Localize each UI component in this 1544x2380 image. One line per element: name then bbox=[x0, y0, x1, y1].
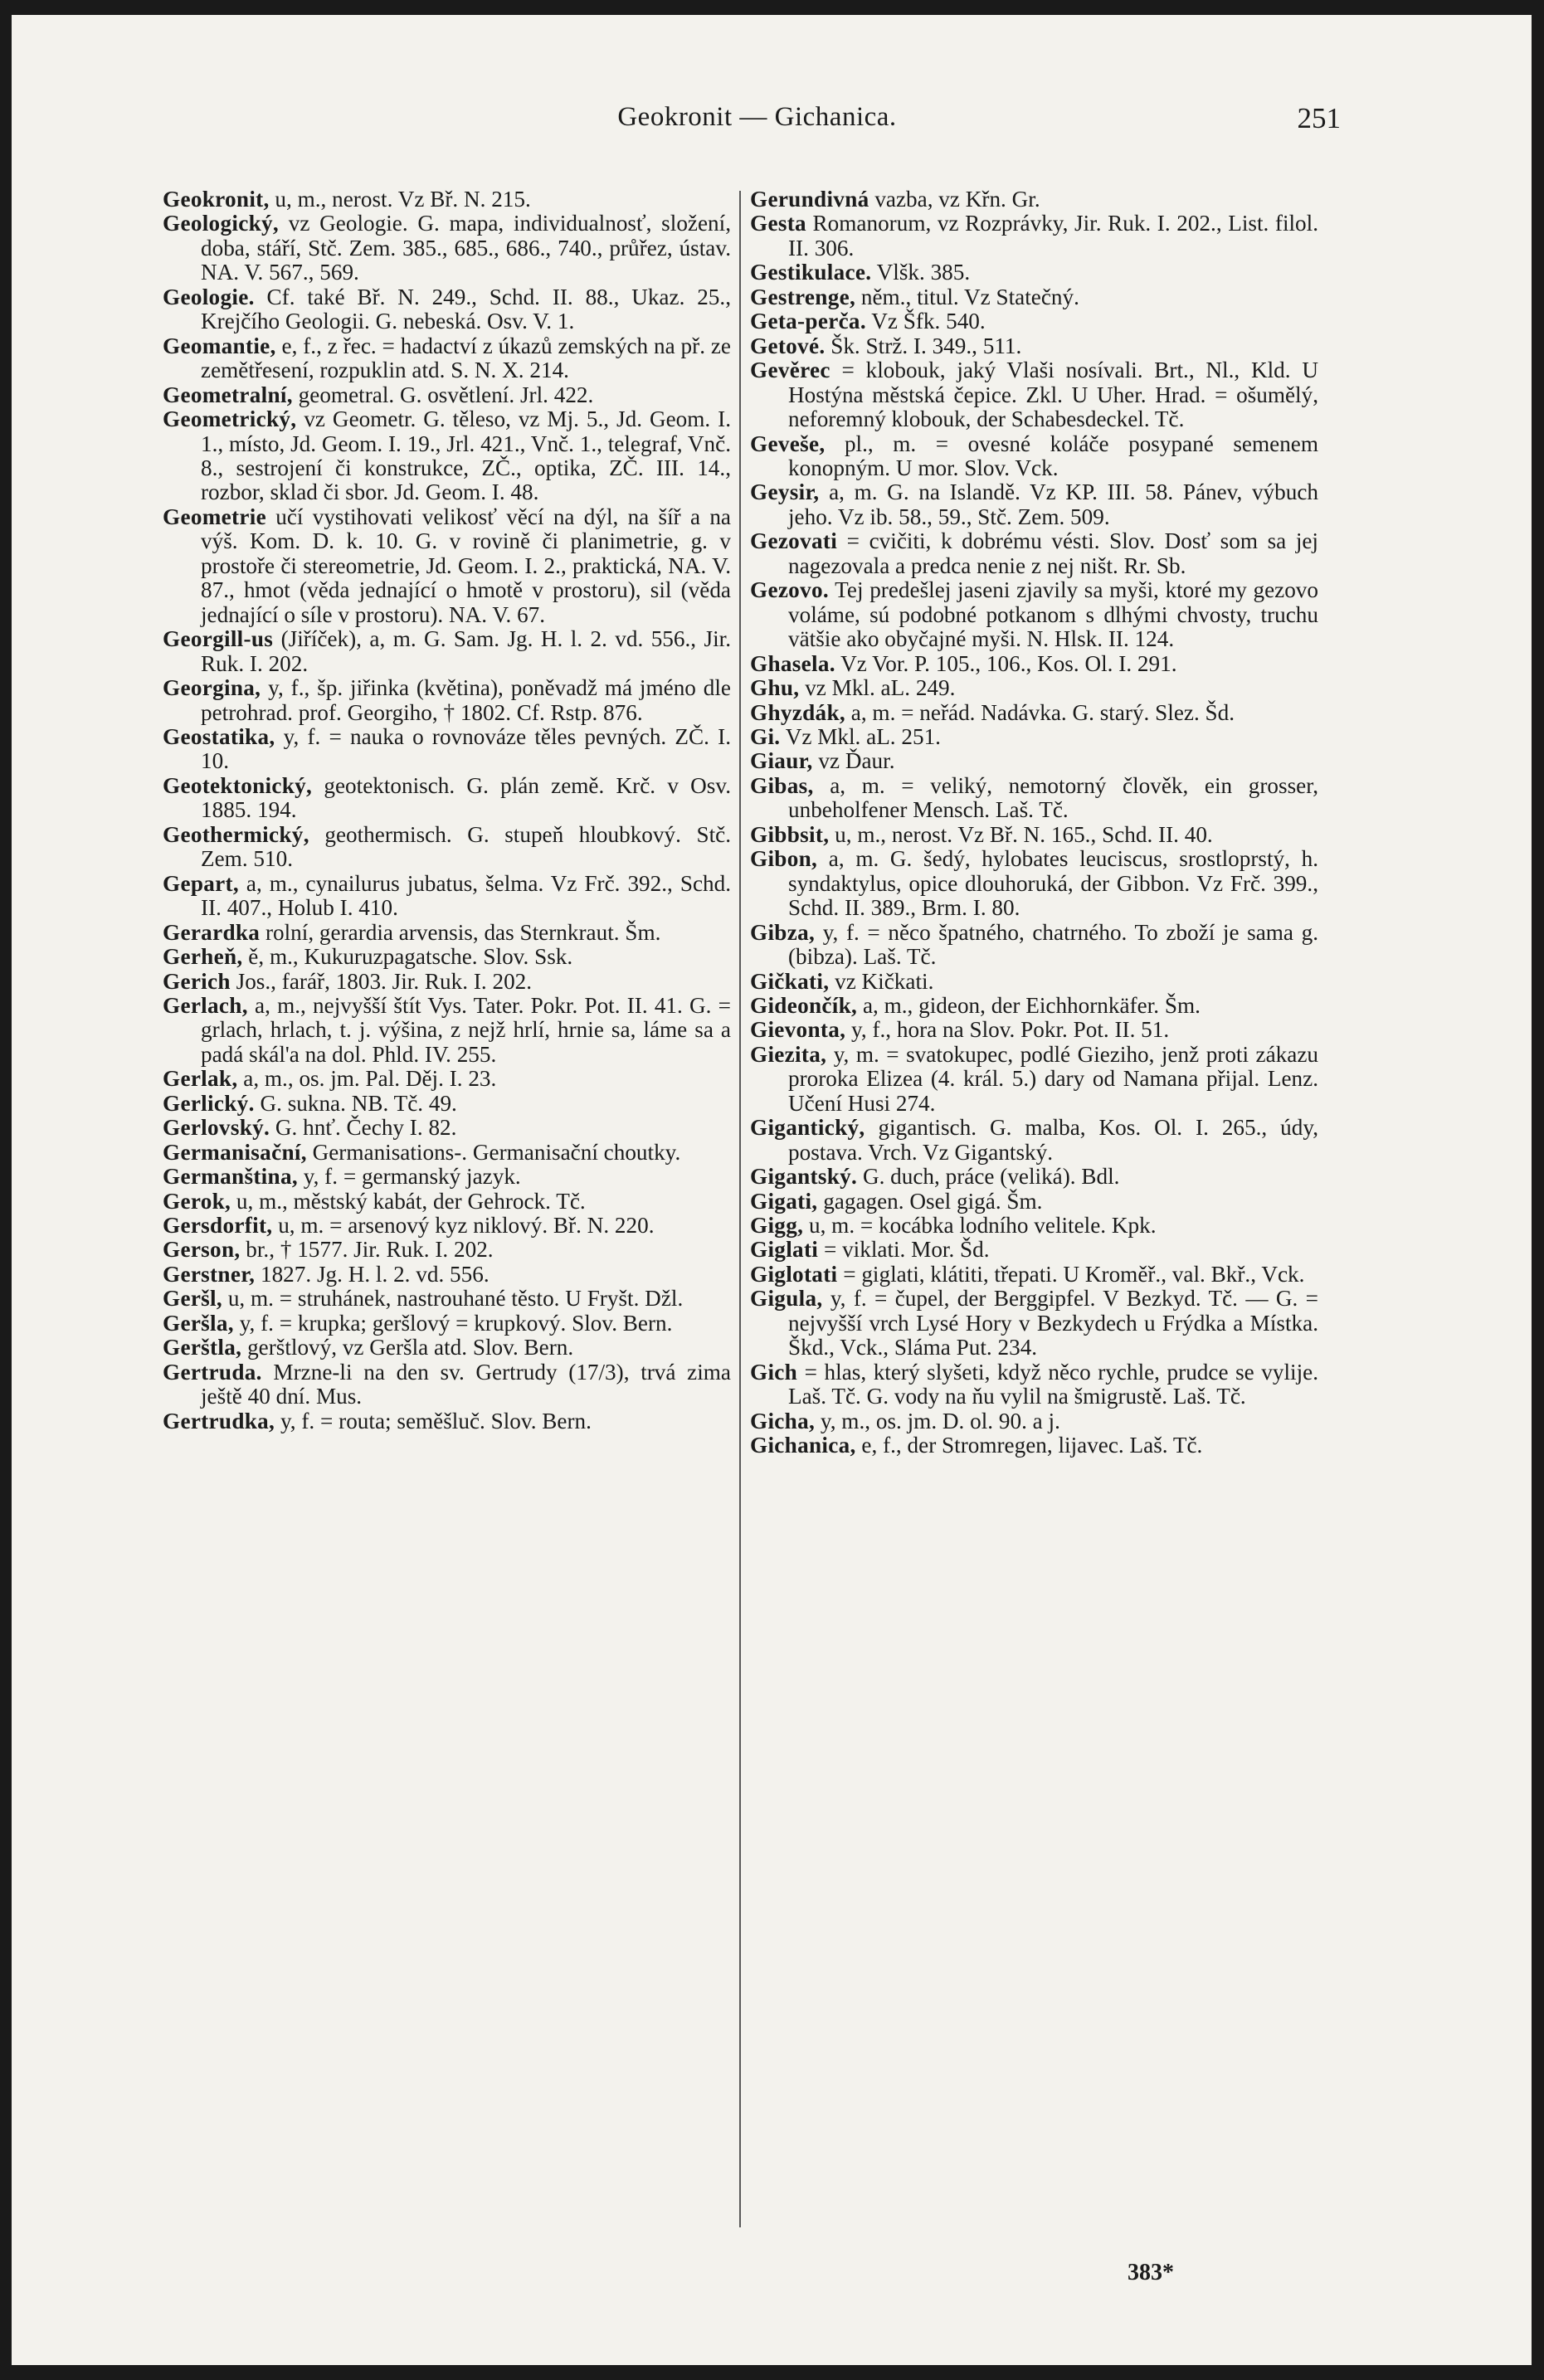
dictionary-entry bbox=[750, 1116, 1318, 1165]
entry-definition: y, f. = germanský jazyk. bbox=[297, 1164, 521, 1190]
entry-headword: Gich bbox=[750, 1359, 798, 1385]
entry-headword: Gezovo. bbox=[750, 577, 829, 603]
entry-headword: Gerlický. bbox=[163, 1090, 255, 1116]
entry-definition: Šk. Strž. I. 349., 511. bbox=[825, 333, 1022, 358]
dictionary-entry bbox=[750, 1165, 1318, 1189]
entry-definition: vz Ďaur. bbox=[812, 748, 895, 774]
entry-definition: a, m. = veliký, nemotorný člověk, ein grosser, unbeholfener Mensch. Laš. Tč. bbox=[788, 772, 1318, 823]
entry-definition: Jos., farář, 1803. Jir. Ruk. I. 202. bbox=[230, 968, 533, 994]
entry-headword: Gibbsit, bbox=[750, 821, 830, 847]
dictionary-entry bbox=[750, 1043, 1318, 1116]
entry-headword: Gigantický, bbox=[750, 1115, 865, 1141]
entry-definition: vz Kičkati. bbox=[829, 968, 934, 994]
entry-definition: y, m. = svatokupec, podlé Gieziho, jenž proti zákazu proroka Elizea (4. král. 5.) dary od Namana přijal. Lenz. Učení Husi 274. bbox=[788, 1041, 1318, 1116]
dictionary-entry bbox=[750, 652, 1318, 676]
dictionary-entry bbox=[163, 407, 731, 505]
entry-headword: Gevěrec bbox=[750, 358, 830, 383]
dictionary-entry bbox=[163, 774, 731, 823]
entry-definition: Romanorum, vz Rozprávky, Jir. Ruk. I. 202., List. filol. II. 306. bbox=[788, 211, 1318, 260]
entry-headword: Geysir, bbox=[750, 479, 820, 505]
dictionary-entry bbox=[750, 529, 1318, 578]
entry-definition: Germanisations-. Germanisační choutky. bbox=[306, 1139, 681, 1165]
entry-headword: Gerlak, bbox=[163, 1066, 238, 1092]
entry-headword: Gigantský. bbox=[750, 1164, 858, 1190]
entry-definition: a, m., nejvyšší štít Vys. Tater. Pokr. Pot. II. 41. G. = grlach, hrlach, t. j. výšina, z nejž hrlí, hrnie sa, láme sa a padá skál'a na dol. Phld. IV. 255. bbox=[201, 992, 731, 1067]
dictionary-entry bbox=[163, 1141, 731, 1165]
entry-headword: Gideončík, bbox=[750, 992, 858, 1018]
dictionary-entry bbox=[750, 847, 1318, 920]
entry-headword: Gepart, bbox=[163, 870, 239, 896]
dictionary-entry bbox=[163, 285, 731, 334]
entry-headword: Gigati, bbox=[750, 1188, 818, 1214]
entry-headword: Gerstner, bbox=[163, 1261, 256, 1287]
entry-definition: e, f., z řec. = hadactví z úkazů zemských na př. ze zemětřesení, rozpuklin atd. S. N. X. 214. bbox=[201, 333, 731, 383]
dictionary-entry bbox=[163, 383, 731, 407]
entry-headword: Gerheň, bbox=[163, 944, 243, 970]
entry-headword: Gibas, bbox=[750, 772, 814, 798]
entry-headword: Gezovati bbox=[750, 528, 838, 554]
dictionary-entry bbox=[750, 1287, 1318, 1360]
dictionary-entry bbox=[750, 1409, 1318, 1433]
dictionary-entry bbox=[163, 187, 731, 212]
entry-headword: Gerundivná bbox=[750, 187, 869, 212]
dictionary-entry bbox=[163, 945, 731, 969]
entry-definition: gigantisch. G. malba, Kos. Ol. I. 265., údy, postava. Vrch. Vz Gigantský. bbox=[788, 1115, 1318, 1165]
entry-headword: Gerardka bbox=[163, 919, 261, 945]
column-divider bbox=[739, 191, 741, 2227]
running-head bbox=[173, 102, 1341, 152]
dictionary-entry bbox=[163, 676, 731, 725]
dictionary-entry bbox=[163, 505, 731, 627]
entry-headword: Gievonta, bbox=[750, 1017, 846, 1043]
left-column bbox=[163, 187, 731, 1433]
dictionary-entry bbox=[750, 676, 1318, 700]
running-head-title: Geokronit — Gichanica. bbox=[617, 102, 897, 132]
entry-definition: rolní, gerardia arvensis, das Sternkraut. Šm. bbox=[260, 919, 661, 945]
entry-definition: y, f. = něco špatného, chatrného. To zboží je sama g. (bibza). Laš. Tč. bbox=[788, 919, 1318, 970]
entry-headword: Geokronit, bbox=[163, 187, 270, 212]
dictionary-entry bbox=[750, 1214, 1318, 1238]
entry-definition: y, f., šp. jiřinka (květina), poněvadž má jméno dle petrohrad. prof. Georgiho, † 1802. Cf. Rstp. 876. bbox=[201, 675, 731, 725]
entry-headword: Geomantie, bbox=[163, 333, 276, 358]
dictionary-entry bbox=[750, 309, 1318, 333]
dictionary-entry bbox=[163, 1263, 731, 1287]
entry-definition: y, f. = čupel, der Berggipfel. V Bezkyd. Tč. — G. = nejvyšší vrch Lysé Hory v Bezkydech u Frýdka a Místka. Škd., Vck., Sláma Put. 234. bbox=[788, 1286, 1318, 1360]
dictionary-entry bbox=[750, 432, 1318, 481]
entry-definition: u, m., městský kabát, der Gehrock. Tč. bbox=[231, 1188, 586, 1214]
entry-definition: a, m., cynailurus jubatus, šelma. Vz Frč. 392., Schd. II. 407., Holub I. 410. bbox=[201, 870, 731, 921]
entry-definition: učí vystihovati velikosť věcí na dýl, na šíř a na výš. Kom. D. k. 10. G. v rovině či planimetrie, g. v prostoře či stereometrie, Jd. Geom. I. 2., praktická, NA. V. 87., hmot (věda jednající o hmotě v prostoru), sil (věda jednající o síle v prostoru). NA. V. 67. bbox=[201, 504, 731, 627]
dictionary-entry bbox=[163, 1190, 731, 1214]
entry-headword: Gertruda. bbox=[163, 1359, 262, 1385]
entry-headword: Geometrie bbox=[163, 504, 266, 529]
entry-definition: u, m., nerost. Vz Bř. N. 165., Schd. II. 40. bbox=[829, 821, 1213, 847]
entry-headword: Geršla, bbox=[163, 1310, 234, 1336]
entry-headword: Gestrenge, bbox=[750, 284, 856, 309]
entry-headword: Germanština, bbox=[163, 1164, 298, 1190]
entry-headword: Gigg, bbox=[750, 1213, 804, 1239]
dictionary-entry bbox=[750, 285, 1318, 309]
dictionary-entry bbox=[750, 1238, 1318, 1262]
entry-headword: Gertrudka, bbox=[163, 1408, 275, 1433]
page-number: 251 bbox=[1297, 102, 1341, 134]
dictionary-entry bbox=[750, 187, 1318, 212]
dictionary-entry bbox=[750, 334, 1318, 358]
dictionary-entry bbox=[750, 578, 1318, 651]
dictionary-entry bbox=[163, 1312, 731, 1336]
entry-definition: gagagen. Osel gigá. Šm. bbox=[817, 1188, 1043, 1214]
entry-definition: G. sukna. NB. Tč. 49. bbox=[254, 1090, 457, 1116]
entry-definition: ě, m., Kukuruzpagatsche. Slov. Ssk. bbox=[242, 944, 573, 970]
entry-headword: Geveše, bbox=[750, 431, 826, 456]
dictionary-entry bbox=[750, 260, 1318, 285]
entry-definition: e, f., der Stromregen, lijavec. Laš. Tč. bbox=[855, 1433, 1203, 1458]
entry-definition: G. hnť. Čechy I. 82. bbox=[270, 1115, 457, 1141]
dictionary-entry bbox=[163, 1165, 731, 1189]
dictionary-page bbox=[12, 15, 1532, 2365]
entry-definition: = cvičiti, k dobrému vésti. Slov. Dosť som sa jej nagezovala a predca nenie z nej ništ. Rr. Sb. bbox=[788, 528, 1318, 578]
dictionary-entry bbox=[163, 994, 731, 1067]
dictionary-entry bbox=[163, 212, 731, 285]
entry-headword: Gičkati, bbox=[750, 968, 830, 994]
entry-headword: Gi. bbox=[750, 723, 781, 749]
entry-definition: a, m. = neřád. Nadávka. G. starý. Slez. Šd. bbox=[845, 699, 1235, 725]
entry-headword: Georgill-us bbox=[163, 626, 274, 652]
dictionary-entry bbox=[163, 921, 731, 945]
entry-definition: = klobouk, jaký Vlaši nosívali. Brt., Nl., Kld. U Hostýna městská čepice. Zkl. U Uher. Hrad. = ošumělý, neforemný klobouk, der Schabesdeckel. Tč. bbox=[788, 358, 1318, 432]
entry-definition: y, f. = krupka; geršlový = krupkový. Slov. Bern. bbox=[233, 1310, 673, 1336]
entry-headword: Gichanica, bbox=[750, 1433, 856, 1458]
dictionary-entry bbox=[163, 1092, 731, 1116]
dictionary-entry bbox=[163, 1214, 731, 1238]
entry-definition: geotektonisch. G. plán země. Krč. v Osv. 1885. 194. bbox=[201, 772, 731, 823]
entry-headword: Geothermický, bbox=[163, 821, 309, 847]
entry-headword: Ghu, bbox=[750, 675, 800, 701]
entry-headword: Geometrický, bbox=[163, 406, 297, 432]
entry-definition: a, m. G. šedý, hylobates leuciscus, srostloprstý, h. syndaktylus, opice dlouhoruká, der Gibbon. Vz Frč. 399., Schd. II. 389., Brm. I. 80. bbox=[788, 846, 1318, 921]
entry-headword: Gersdorfit, bbox=[163, 1213, 273, 1239]
entry-headword: Giaur, bbox=[750, 748, 813, 774]
entry-definition: Tej predešlej jaseni zjavily sa myši, ktoré my gezovo voláme, sú podobné potkanom s dlhými chvosty, truchu vätšie ako obyčajné myši. N. Hlsk. II. 124. bbox=[788, 577, 1318, 652]
dictionary-entry bbox=[750, 725, 1318, 749]
dictionary-entry bbox=[750, 1360, 1318, 1409]
entry-definition: vz Mkl. aL. 249. bbox=[799, 675, 956, 701]
dictionary-entry bbox=[163, 1409, 731, 1433]
entry-headword: Gerok, bbox=[163, 1188, 231, 1214]
dictionary-entry bbox=[750, 1018, 1318, 1042]
entry-definition: vz Geometr. G. těleso, vz Mj. 5., Jd. Geom. I. 1., místo, Jd. Geom. I. 19., Jrl. 421., Vnč. 1., telegraf, Vnč. 8., sestrojení či konstrukce, ZČ., optika, ZČ. III. 14., rozbor, sklad či sbor. Jd. Geom. I. 48. bbox=[201, 406, 731, 505]
entry-definition: = viklati. Mor. Šd. bbox=[818, 1237, 990, 1263]
entry-headword: Gerich bbox=[163, 968, 231, 994]
entry-definition: y, f. = routa; seměšluč. Slov. Bern. bbox=[275, 1408, 592, 1433]
entry-definition: Cf. také Bř. N. 249., Schd. II. 88., Ukaz. 25., Krejčího Geologii. G. nebeská. Osv. V. 1. bbox=[201, 284, 731, 334]
entry-definition: = giglati, klátiti, třepati. U Kroměř., val. Bkř., Vck. bbox=[837, 1261, 1305, 1287]
dictionary-entry bbox=[750, 774, 1318, 823]
dictionary-entry bbox=[163, 725, 731, 774]
entry-headword: Gerson, bbox=[163, 1237, 241, 1263]
entry-headword: Getové. bbox=[750, 333, 826, 358]
entry-headword: Gibon, bbox=[750, 846, 818, 872]
dictionary-entry bbox=[750, 1433, 1318, 1458]
entry-definition: u, m. = arsenový kyz niklový. Bř. N. 220. bbox=[272, 1213, 655, 1239]
dictionary-entry bbox=[163, 1336, 731, 1360]
entry-headword: Gigula, bbox=[750, 1286, 823, 1312]
entry-headword: Gesta bbox=[750, 211, 806, 236]
dictionary-entry bbox=[163, 1287, 731, 1311]
dictionary-entry bbox=[750, 921, 1318, 970]
dictionary-entry bbox=[750, 212, 1318, 260]
dictionary-entry bbox=[163, 823, 731, 872]
entry-headword: Geršl, bbox=[163, 1286, 223, 1312]
dictionary-entry bbox=[163, 1067, 731, 1091]
entry-definition: u, m., nerost. Vz Bř. N. 215. bbox=[269, 187, 531, 212]
entry-headword: Geostatika, bbox=[163, 723, 275, 749]
entry-definition: G. duch, práce (veliká). Bdl. bbox=[857, 1164, 1120, 1190]
entry-headword: Ghasela. bbox=[750, 650, 835, 676]
dictionary-entry bbox=[163, 1238, 731, 1262]
entry-definition: něm., titul. Vz Statečný. bbox=[855, 284, 1079, 309]
entry-definition: = hlas, který slyšeti, když něco rychle, prudce se vylije. Laš. Tč. G. vody na ňu vylil na šmigrustě. Laš. Tč. bbox=[788, 1359, 1318, 1409]
entry-headword: Geologický, bbox=[163, 211, 279, 236]
entry-definition: br., † 1577. Jir. Ruk. I. 202. bbox=[240, 1237, 494, 1263]
entry-definition: vz Geologie. G. mapa, individualnosť, složení, doba, stáří, Stč. Zem. 385., 685., 686., 740., průřez, ústav. NA. V. 567., 569. bbox=[201, 211, 731, 285]
dictionary-entry bbox=[750, 994, 1318, 1018]
entry-headword: Geta-perča. bbox=[750, 309, 866, 334]
entry-definition: u, m. = kocábka lodního velitele. Kpk. bbox=[803, 1213, 1157, 1239]
entry-definition: 1827. Jg. H. l. 2. vd. 556. bbox=[255, 1261, 490, 1287]
entry-definition: Vz Mkl. aL. 251. bbox=[780, 723, 941, 749]
entry-headword: Georgina, bbox=[163, 675, 261, 701]
entry-definition: geothermisch. G. stupeň hloubkový. Stč. Zem. 510. bbox=[201, 821, 731, 872]
dictionary-entry bbox=[750, 1263, 1318, 1287]
entry-headword: Geotektonický, bbox=[163, 772, 313, 798]
dictionary-entry bbox=[750, 823, 1318, 847]
entry-definition: gerštlový, vz Geršla atd. Slov. Bern. bbox=[241, 1335, 574, 1360]
dictionary-entry bbox=[163, 970, 731, 994]
dictionary-entry bbox=[163, 872, 731, 921]
entry-definition: Vlšk. 385. bbox=[871, 260, 971, 285]
dictionary-entry bbox=[163, 334, 731, 383]
entry-definition: y, f., hora na Slov. Pokr. Pot. II. 51. bbox=[845, 1017, 1170, 1043]
entry-headword: Gerštla, bbox=[163, 1335, 242, 1360]
entry-headword: Giglati bbox=[750, 1237, 819, 1263]
entry-definition: a, m., gideon, der Eichhornkäfer. Šm. bbox=[857, 992, 1201, 1018]
dictionary-entry bbox=[750, 358, 1318, 431]
dictionary-entry bbox=[750, 1190, 1318, 1214]
signature-mark: 383* bbox=[1128, 2260, 1174, 2285]
dictionary-entry bbox=[163, 1116, 731, 1140]
entry-definition: y, m., os. jm. D. ol. 90. a j. bbox=[815, 1408, 1060, 1433]
entry-definition: y, f. = nauka o rovnováze těles pevných. ZČ. I. 10. bbox=[201, 723, 731, 774]
entry-definition: Vz Šfk. 540. bbox=[865, 309, 986, 334]
entry-definition: u, m. = struhánek, nastrouhané těsto. U Fryšt. Džl. bbox=[222, 1286, 684, 1312]
dictionary-entry bbox=[750, 970, 1318, 994]
entry-headword: Gestikulace. bbox=[750, 260, 872, 285]
dictionary-entry bbox=[750, 701, 1318, 725]
entry-definition: geometral. G. osvětlení. Jrl. 422. bbox=[292, 382, 594, 407]
entry-headword: Geologie. bbox=[163, 284, 255, 309]
entry-headword: Gerlach, bbox=[163, 992, 248, 1018]
dictionary-entry bbox=[163, 1360, 731, 1409]
right-column bbox=[750, 187, 1318, 1458]
entry-definition: pl., m. = ovesné koláče posypané semenem konopným. U mor. Slov. Vck. bbox=[788, 431, 1318, 480]
entry-definition: a, m. G. na Islandě. Vz KP. III. 58. Pánev, výbuch jeho. Vz ib. 58., 59., Stč. Zem. 509. bbox=[788, 479, 1318, 529]
entry-definition: Mrzne-li na den sv. Gertrudy (17/3), trvá zima ještě 40 dní. Mus. bbox=[201, 1359, 731, 1409]
entry-headword: Giglotati bbox=[750, 1261, 838, 1287]
entry-headword: Gerlovský. bbox=[163, 1115, 270, 1141]
entry-headword: Gibza, bbox=[750, 919, 816, 945]
entry-headword: Germanisační, bbox=[163, 1139, 307, 1165]
dictionary-entry bbox=[163, 627, 731, 676]
entry-definition: (Jiříček), a, m. G. Sam. Jg. H. l. 2. vd. 556., Jir. Ruk. I. 202. bbox=[201, 626, 731, 676]
entry-definition: Vz Vor. P. 105., 106., Kos. Ol. I. 291. bbox=[835, 650, 1177, 676]
dictionary-entry bbox=[750, 749, 1318, 773]
entry-definition: a, m., os. jm. Pal. Děj. I. 23. bbox=[237, 1066, 497, 1092]
entry-headword: Geometralní, bbox=[163, 382, 293, 407]
entry-definition: vazba, vz Křn. Gr. bbox=[869, 187, 1040, 212]
entry-headword: Ghyzdák, bbox=[750, 699, 845, 725]
entry-headword: Giezita, bbox=[750, 1041, 827, 1067]
dictionary-entry bbox=[750, 480, 1318, 529]
entry-headword: Gicha, bbox=[750, 1408, 816, 1433]
